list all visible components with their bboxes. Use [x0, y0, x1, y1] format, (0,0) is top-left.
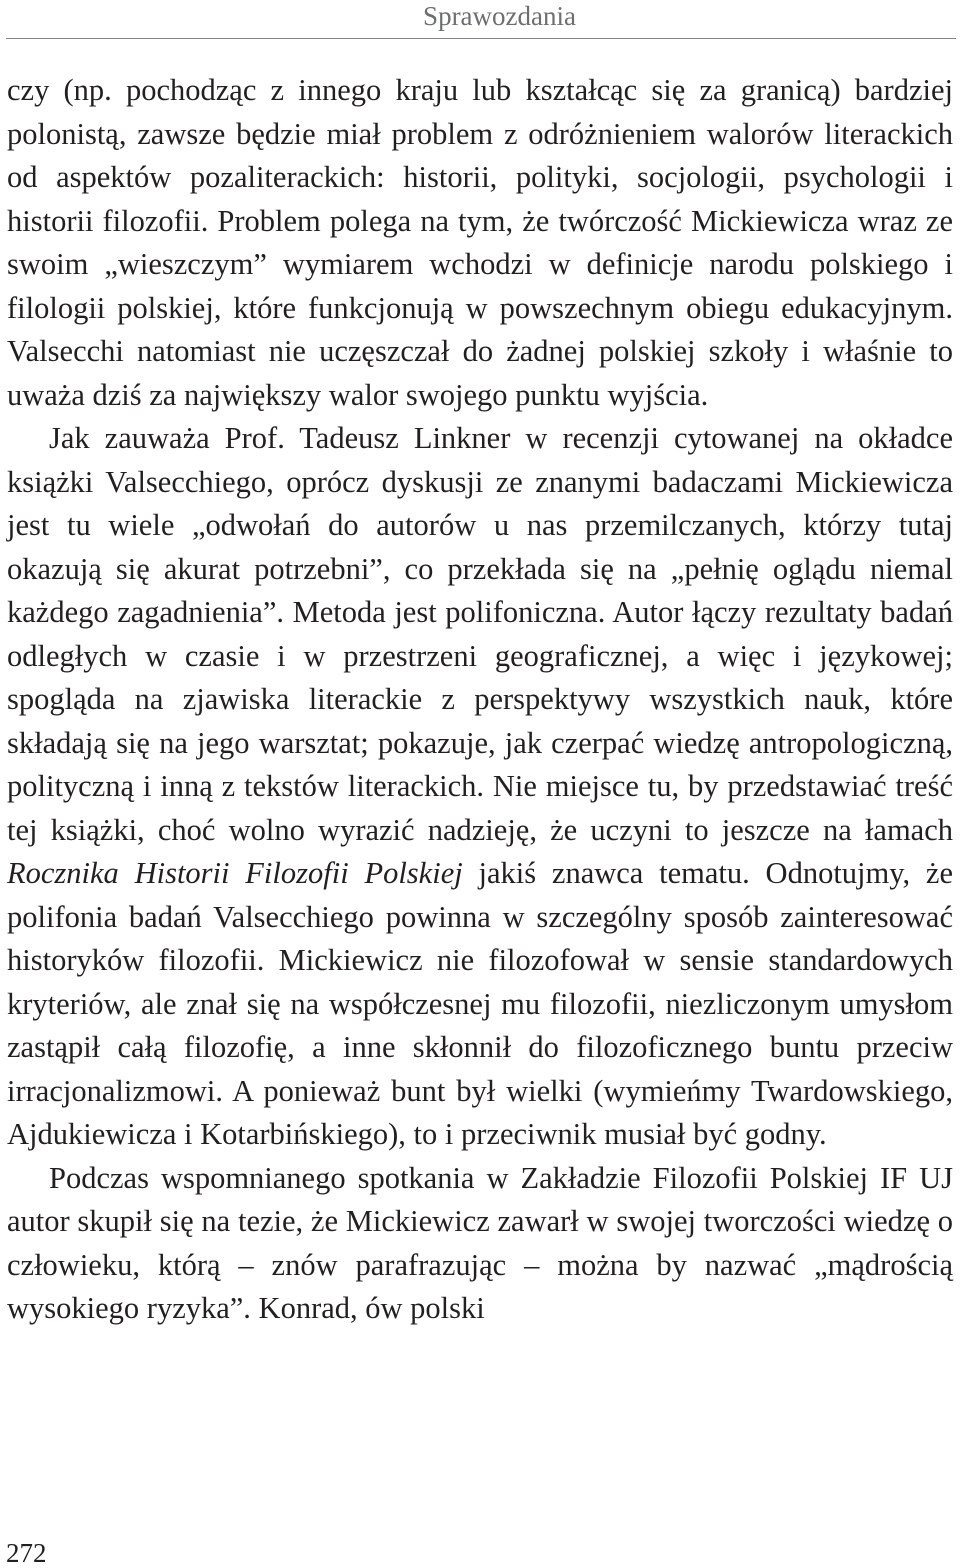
paragraph-3-text: Podczas wspomnianego spotkania w Zakładzie Filozofii Polskiej IF UJ autor skupił się na tezie, że Mickiewicz zawarł w swojej tworczości wiedzę o człowieku, którą – znów parafrazując – można by nazwać „mądrością wysokiego ryzyka”. Konrad, ów polski [7, 1160, 953, 1325]
body-text [7, 69, 953, 1331]
paragraph-2-text-end: jakiś znawca tematu. Odnotujmy, że polifonia badań Valsecchiego powinna w szczególny sposób zainteresować historyków filozofii. Mickiewicz nie filozofował w sensie standardowych kryteriów, ale znał się na współczesnej mu filozofii, niezliczonym umysłom zastąpił całą filozofię, a inne skłonnił do filozoficznego buntu przeciw irracjonalizmowi. A ponieważ bunt był wielki (wymieńmy Twardowskiego, Ajdukiewicza i Kotarbińskiego), to i przeciwnik musiał być godny. [7, 856, 954, 1151]
paragraph-2 [7, 417, 953, 1157]
header-rule [6, 38, 956, 39]
paragraph-1-text: czy (np. pochodząc z innego kraju lub kształcąc się za granicą) bardziej polonistą, zawsze będzie miał problem z odróżnieniem walorów literackich od aspektów pozaliterackich: historii, polityki, socjologii, psychologii i historii filozofii. Problem polega na tym, że twórczość Mickiewicza wraz ze swoim „wieszczym” wymiarem wchodzi w definicje narodu polskiego i filologii polskiej, które funkcjonują w powszechnym obiegu edukacyjnym. Valsecchi natomiast nie uczęszczał do żadnej polskiej szkoły i właśnie to uważa dziś za największy walor swojego punktu wyjścia. [7, 73, 953, 412]
journal-title: Rocznika Historii Filozofii Polskiej [7, 856, 463, 890]
running-head: Sprawozdania [423, 1, 576, 31]
paragraph-3 [7, 1157, 953, 1331]
paragraph-2-text-start: Jak zauważa Prof. Tadeusz Linkner w recenzji cytowanej na okładce książki Valsecchiego, oprócz dyskusji ze znanymi badaczami Mickiewicza jest tu wiele „odwołań do autorów u nas przemilczanych, którzy tutaj okazują się akurat potrzebni”, co przekłada się na „pełnię oglądu niemal każdego zagadnienia”. Metoda jest polifoniczna. Autor łączy rezultaty badań odległych w czasie i w przestrzeni geograficznej, a więc i językowej; spogląda na zjawiska literackie z perspektywy wszystkich nauk, które składają się na jego warsztat; pokazuje, jak czerpać wiedzę antropologiczną, polityczną i inną z tekstów literackich. Nie miejsce tu, by przedstawiać treść tej książki, choć wolno wyrazić nadzieję, że uczyni to jeszcze na łamach [7, 421, 953, 847]
paragraph-1 [7, 69, 953, 417]
page-number: 272 [6, 1538, 47, 1568]
